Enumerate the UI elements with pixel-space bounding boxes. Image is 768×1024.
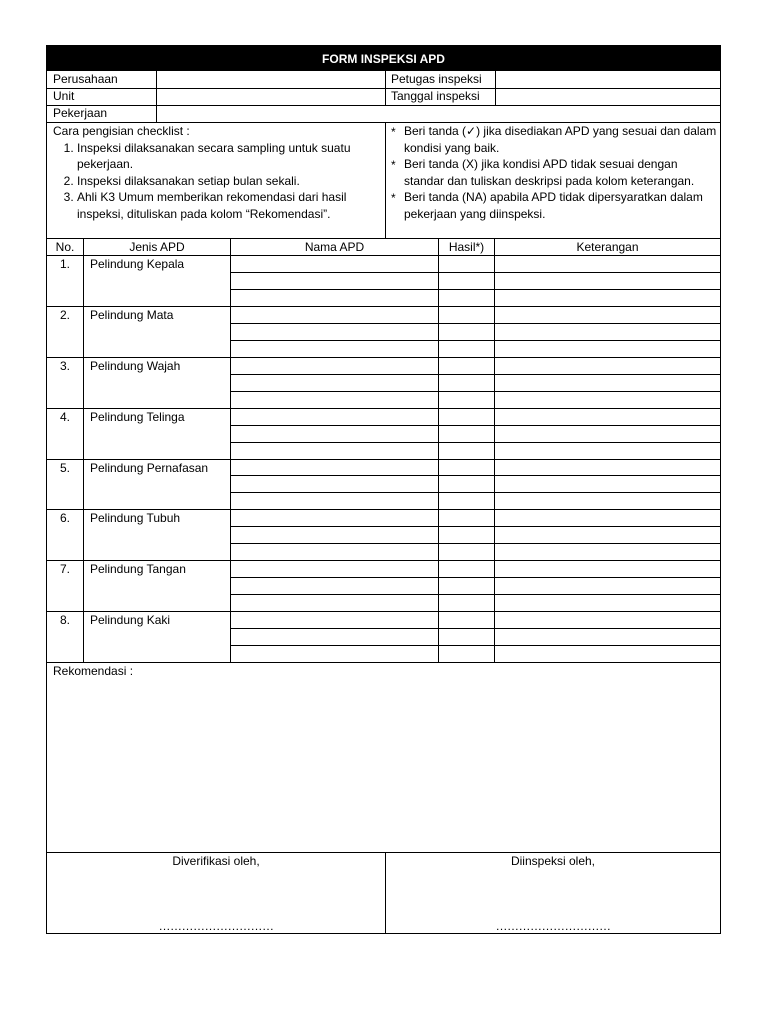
tanggal-field[interactable] — [496, 88, 720, 105]
header-keterangan: Keterangan — [576, 239, 639, 254]
row-number: 3. — [59, 358, 70, 373]
keterangan-input[interactable] — [495, 272, 720, 289]
row-number: 1. — [59, 257, 70, 271]
instructions-heading: Cara pengisian checklist : — [53, 124, 190, 138]
hasil-input[interactable] — [439, 289, 494, 306]
keterangan-input[interactable] — [495, 255, 720, 272]
apd-inspection-form — [46, 45, 721, 934]
row-number: 2. — [59, 307, 70, 322]
nama-apd-input[interactable] — [231, 611, 438, 628]
instruction-step: 2. Inspeksi dilaksanakan setiap bulan sekali. — [77, 173, 383, 190]
hasil-input[interactable] — [439, 645, 494, 662]
keterangan-input[interactable] — [495, 560, 720, 577]
jenis-apd-cell: Pelindung Tangan — [90, 562, 186, 577]
keterangan-input[interactable] — [495, 323, 720, 340]
petugas-label: Petugas inspeksi — [391, 72, 482, 86]
hasil-input[interactable] — [439, 425, 494, 442]
rekomendasi-field[interactable] — [47, 682, 720, 852]
hasil-input[interactable] — [439, 323, 494, 340]
hasil-input[interactable] — [439, 543, 494, 560]
hasil-input[interactable] — [439, 577, 494, 594]
hasil-input[interactable] — [439, 475, 494, 492]
keterangan-input[interactable] — [495, 543, 720, 560]
jenis-apd-cell: Pelindung Kaki — [90, 613, 171, 628]
nama-apd-input[interactable] — [231, 509, 438, 526]
instructions-steps — [53, 140, 383, 223]
nama-apd-input[interactable] — [231, 255, 438, 272]
hasil-input[interactable] — [439, 442, 494, 459]
pekerjaan-field[interactable] — [157, 105, 720, 122]
header-no: No. — [55, 239, 75, 254]
unit-field[interactable] — [157, 88, 385, 105]
row-number: 8. — [59, 613, 70, 628]
nama-apd-input[interactable] — [231, 475, 438, 492]
jenis-apd-cell: Pelindung Mata — [90, 307, 174, 322]
row-number: 6. — [59, 511, 70, 526]
nama-apd-input[interactable] — [231, 594, 438, 611]
unit-label: Unit — [53, 89, 75, 103]
keterangan-input[interactable] — [495, 594, 720, 611]
nama-apd-input[interactable] — [231, 306, 438, 323]
keterangan-input[interactable] — [495, 442, 720, 459]
instructions-right — [388, 123, 718, 238]
keterangan-input[interactable] — [495, 628, 720, 645]
jenis-apd-cell: Pelindung Pernafasan — [90, 460, 209, 475]
form-title: FORM INSPEKSI APD — [47, 46, 720, 71]
keterangan-input[interactable] — [495, 289, 720, 306]
keterangan-input[interactable] — [495, 526, 720, 543]
nama-apd-input[interactable] — [231, 425, 438, 442]
keterangan-input[interactable] — [495, 577, 720, 594]
rekomendasi-label: Rekomendasi : — [53, 664, 134, 678]
nama-apd-input[interactable] — [231, 492, 438, 509]
keterangan-input[interactable] — [495, 475, 720, 492]
keterangan-input[interactable] — [495, 425, 720, 442]
nama-apd-input[interactable] — [231, 289, 438, 306]
hasil-input[interactable] — [439, 391, 494, 408]
asterisk-icon: * — [391, 158, 396, 172]
nama-apd-input[interactable] — [231, 459, 438, 476]
hasil-input[interactable] — [439, 340, 494, 357]
row-number: 5. — [59, 460, 70, 475]
keterangan-input[interactable] — [495, 374, 720, 391]
keterangan-input[interactable] — [495, 509, 720, 526]
inspected-by-signature-line[interactable]: ………………………… — [495, 919, 611, 933]
nama-apd-input[interactable] — [231, 272, 438, 289]
header-jenis-apd: Jenis APD — [129, 239, 185, 254]
nama-apd-input[interactable] — [231, 543, 438, 560]
hasil-input[interactable] — [439, 492, 494, 509]
nama-apd-input[interactable] — [231, 408, 438, 425]
row-number: 7. — [59, 562, 70, 577]
keterangan-input[interactable] — [495, 492, 720, 509]
instructions-left — [53, 123, 383, 238]
asterisk-icon: * — [391, 125, 396, 139]
nama-apd-input[interactable] — [231, 340, 438, 357]
instruction-step: 1. Inspeksi dilaksanakan secara sampling untuk suatu pekerjaan. — [77, 140, 383, 173]
petugas-field[interactable] — [496, 71, 720, 88]
hasil-input[interactable] — [439, 357, 494, 374]
hasil-input[interactable] — [439, 408, 494, 425]
perusahaan-field[interactable] — [157, 71, 385, 88]
keterangan-input[interactable] — [495, 340, 720, 357]
marking-rule — [388, 189, 718, 222]
verified-by-signature-line[interactable]: ………………………… — [158, 919, 274, 933]
hasil-input[interactable] — [439, 594, 494, 611]
keterangan-input[interactable] — [495, 611, 720, 628]
hasil-input[interactable] — [439, 459, 494, 476]
keterangan-input[interactable] — [495, 357, 720, 374]
row-number: 4. — [59, 409, 70, 424]
keterangan-input[interactable] — [495, 459, 720, 476]
nama-apd-input[interactable] — [231, 391, 438, 408]
nama-apd-input[interactable] — [231, 526, 438, 543]
keterangan-input[interactable] — [495, 645, 720, 662]
asterisk-icon: * — [391, 191, 396, 205]
keterangan-input[interactable] — [495, 391, 720, 408]
jenis-apd-cell: Pelindung Wajah — [90, 358, 181, 373]
hasil-input[interactable] — [439, 628, 494, 645]
jenis-apd-cell: Pelindung Telinga — [90, 409, 185, 424]
marking-rule — [388, 156, 718, 189]
instruction-step: 3. Ahli K3 Umum memberikan rekomendasi dari hasil inspeksi, dituliskan pada kolom “Rekomendasi”. — [77, 189, 383, 222]
perusahaan-label: Perusahaan — [53, 72, 118, 86]
nama-apd-input[interactable] — [231, 628, 438, 645]
hasil-input[interactable] — [439, 306, 494, 323]
marking-rules — [388, 123, 718, 222]
nama-apd-input[interactable] — [231, 323, 438, 340]
pekerjaan-label: Pekerjaan — [53, 106, 108, 120]
keterangan-input[interactable] — [495, 408, 720, 425]
verified-by-label: Diverifikasi oleh, — [172, 854, 260, 868]
nama-apd-input[interactable] — [231, 357, 438, 374]
nama-apd-input[interactable] — [231, 645, 438, 662]
jenis-apd-cell: Pelindung Tubuh — [90, 511, 181, 526]
nama-apd-input[interactable] — [231, 374, 438, 391]
hasil-input[interactable] — [439, 374, 494, 391]
hasil-input[interactable] — [439, 255, 494, 272]
marking-rule-text: Beri tanda (X) jika kondisi APD tidak sesuai dengan standar dan tuliskan deskripsi pada kolom keterangan. — [404, 157, 695, 188]
jenis-apd-cell: Pelindung Kepala — [90, 257, 185, 271]
nama-apd-input[interactable] — [231, 442, 438, 459]
nama-apd-input[interactable] — [231, 560, 438, 577]
marking-rule-text: Beri tanda (NA) apabila APD tidak dipersyaratkan dalam pekerjaan yang diinspeksi. — [404, 190, 703, 221]
hasil-input[interactable] — [439, 560, 494, 577]
header-nama-apd: Nama APD — [304, 239, 365, 254]
hasil-input[interactable] — [439, 509, 494, 526]
marking-rule-text: Beri tanda (✓) jika disediakan APD yang sesuai dan dalam kondisi yang baik. — [404, 124, 717, 155]
marking-rule — [388, 123, 718, 156]
keterangan-input[interactable] — [495, 306, 720, 323]
inspected-by-label: Diinspeksi oleh, — [510, 854, 596, 868]
hasil-input[interactable] — [439, 272, 494, 289]
tanggal-label: Tanggal inspeksi — [391, 89, 480, 103]
hasil-input[interactable] — [439, 611, 494, 628]
hasil-input[interactable] — [439, 526, 494, 543]
header-hasil: Hasil*) — [448, 239, 485, 254]
nama-apd-input[interactable] — [231, 577, 438, 594]
